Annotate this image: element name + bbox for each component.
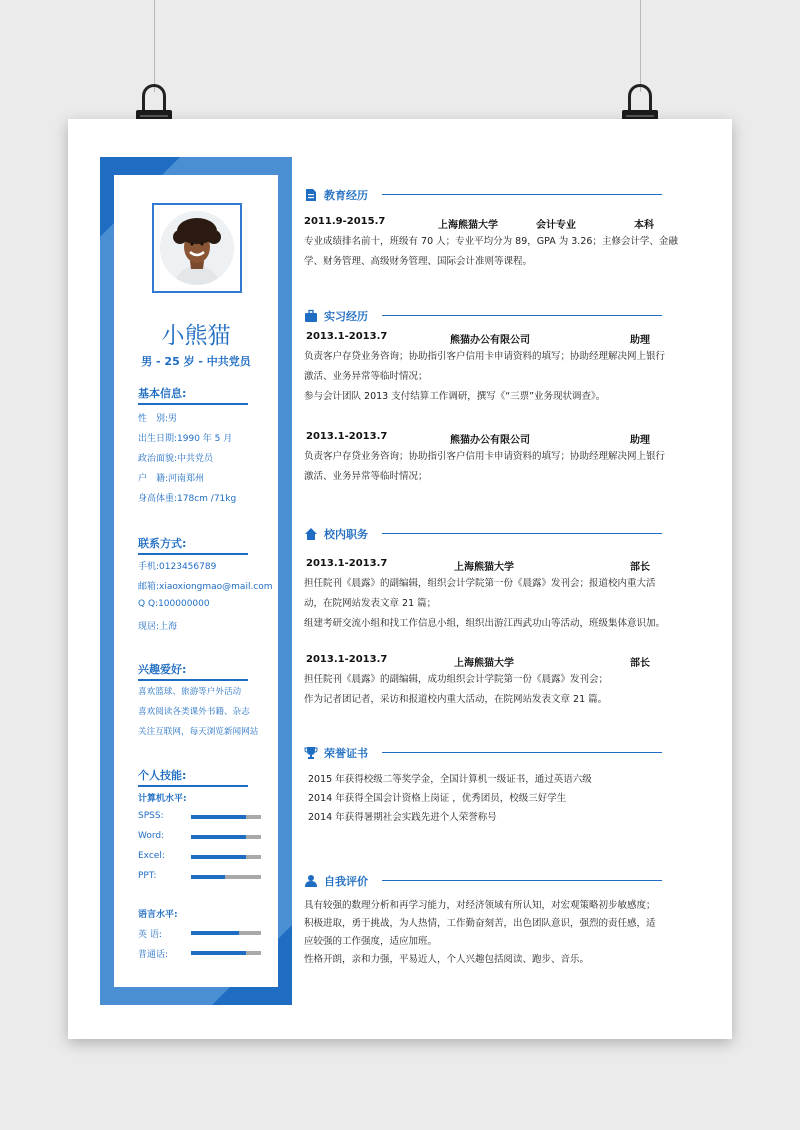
skill-bar — [191, 875, 261, 879]
skill-name: Word: — [138, 831, 165, 841]
basic-info-item: 性 别:男 — [138, 414, 178, 424]
briefcase-icon — [304, 309, 318, 323]
avatar-frame — [152, 203, 242, 293]
basic-info-item: 政治面貌:中共党员 — [138, 454, 214, 464]
hobby-item: 喜欢篮球、旅游等户外活动 — [138, 687, 242, 697]
hanging-string-right — [640, 0, 641, 92]
person-icon — [304, 874, 318, 888]
education-details: 专业成绩排名前十，班级有 70 人；专业平均分为 89，GPA 为 3.26；主修会计学、金融 学、财务管理、高级财务管理、国际会计准则等课程。 — [304, 236, 678, 267]
avatar-photo — [160, 211, 234, 285]
resume-sidebar — [100, 157, 292, 1005]
education-title: 教育经历 — [324, 187, 372, 203]
honors-section-header — [304, 745, 662, 761]
skills-heading: 个人技能: — [138, 767, 248, 787]
hanging-string-left — [154, 0, 155, 92]
campus-title: 校内职务 — [324, 526, 372, 542]
education-section-header — [304, 187, 662, 203]
skill-bar — [191, 855, 261, 859]
self-evaluation-text: 具有较强的数理分析和再学习能力，对经济领域有所认知，对宏观策略初步敏感度； 积极进取，勇于挑战，为人热情，工作勤奋刻苦，出色团队意识，强烈的责任感，适 应较强的工作强度，适应加班。 性格开朗，亲和力强，平易近人，个人兴趣包括阅读、跑步、音乐。 — [304, 900, 656, 965]
contact-heading: 联系方式: — [138, 535, 248, 555]
self-evaluation-title: 自我评价 — [324, 873, 372, 889]
basic-info-heading: 基本信息: — [138, 385, 248, 405]
campus-details: 担任院刊《晨露》的副编辑，组织会计学院第一份《晨露》发刊会；报道校内重大活 动，在院网站发表文章 21 篇； 组建考研交流小组和找工作信息小组，组织出游江西武功山等活动，班级集体意识加。 — [304, 578, 666, 629]
self-evaluation-section-header — [304, 873, 662, 889]
internship-section-header — [304, 308, 662, 324]
contact-item: 现居:上海 — [138, 622, 178, 632]
campus-details: 担任院刊《晨露》的副编辑，成功组织会计学院第一份《晨露》发刊会； 作为记者团记者，采访和报道校内重大活动，在院网站发表文章 21 篇。 — [304, 674, 609, 705]
sidebar-panel — [114, 175, 278, 987]
person-name: 小熊猫 — [161, 323, 231, 349]
skill-bar — [191, 815, 261, 819]
language-skill-heading: 语言水平: — [138, 910, 178, 920]
contact-item: 手机:0123456789 — [138, 562, 217, 572]
hobby-item: 喜欢阅读各类课外书籍、杂志 — [138, 707, 250, 717]
internship-title: 实习经历 — [324, 308, 372, 324]
hobby-item: 关注互联网，每天浏览新闻网站 — [138, 727, 259, 737]
contact-item: Q Q:100000000 — [138, 599, 210, 609]
skill-name: Excel: — [138, 851, 165, 861]
honors-list: 2015 年获得校级二等奖学金，全国计算机一级证书，通过英语六级 2014 年获得全国会计资格上岗证 ，优秀团员，校级三好学生 2014 年获得暑期社会实践先进个人荣誉称号 — [308, 774, 592, 823]
internship-details: 负责客户存贷业务咨询；协助指引客户信用卡申请资料的填写；协助经理解决网上银行 激活、业务异常等临时情况； — [304, 451, 666, 482]
resume-paper: 小熊猫 男 - 25 岁 - 中共党员 基本信息: 性 别:男 出生日期:1990 年 5 月 政治面貌:中共党员 户 籍:河南郑州 身高体重:178cm /71kg 联系方式: 手机:0123456789 邮箱:xiaoxiongmao@mail.com Q Q:100000000 现居:上海 兴趣爱好: 喜欢篮球、旅游等户外活动 喜欢阅读各类课外书籍、杂志 关注互联网，每天浏览新闻网站 个人技能: 计算机水平: SPSS: Word: Excel: PPT: 语言水平: 英 语: 普通话: 教育经历 2011.9-2015.7 上海熊猫大学 会计专业 本科 专业成绩排名前十，班级有 70 人；专业平均分为 89，GPA 为 3.26；主修会计学、金融 学、财务管理、高级财务管理、国际会计准则等课程。 实习经历 2013.1-2013.7 熊猫办公有限公司 助理 负责客户存贷业务咨询；协助指引客户信用卡申请资料的填写；协助经理解决网上银行 激活、业务异常等临时情况； 参与会计团队 2013 支付结算工作调研，撰写《“三票”业务现状调查》。 2013.1-2013.7 熊猫办公有限公司 助理 负责客户存贷业务咨询；协助指引客户信用卡申请资料的填写；协助经理解决网上银行 激活、业务异常等临时情况； 校内职务 2013.1-2013.7 上海熊猫大学 部长 担任院刊《晨露》的副编辑，组织会计学院第一份《晨露》发刊会；报道校内重大活 动，在院网站发表文章 21 篇； 组建考研交流小组和找工作信息小组，组织出游江西武功山等活动，班级集体意识加。 2013.1-2013.7 上海熊猫大学 部长 担任院刊《晨露》的副编辑，成功组织会计学院第一份《晨露》发刊会； 作为记者团记者，采访和报道校内重大活动，在院网站发表文章 21 篇。 荣誉证书 2015 年获得校级二等奖学金，全国计算机一级证书，通过英语六级 2014 年获得全国会计资格上岗证 ，优秀团员，校级三好学生 2014 年获得暑期社会实践先进个人荣誉称号 自我评价 具有较强的数理分析和再学习能力，对经济领域有所认知，对宏观策略初步敏感度； 积极进取，勇于挑战，为人热情，工作勤奋刻苦，出色团队意识，强烈的责任感，适 应较强的工作强度，适应加班。 性格开朗，亲和力强，平易近人，个人兴趣包括阅读、跑步、音乐。 — [68, 119, 732, 1039]
home-icon — [304, 527, 318, 541]
trophy-icon — [304, 746, 318, 760]
skill-bar — [191, 835, 261, 839]
skill-name: PPT: — [138, 871, 157, 881]
campus-section-header — [304, 526, 662, 542]
hobbies-heading: 兴趣爱好: — [138, 661, 248, 681]
skill-bar — [191, 931, 261, 935]
basic-info-item: 户 籍:河南郑州 — [138, 474, 205, 484]
skill-name: 普通话: — [138, 950, 169, 960]
document-icon — [304, 188, 318, 202]
person-meta: 男 - 25 岁 - 中共党员 — [141, 355, 251, 368]
basic-info-item: 身高体重:178cm /71kg — [138, 494, 237, 504]
honors-title: 荣誉证书 — [324, 745, 372, 761]
computer-skill-heading: 计算机水平: — [138, 794, 187, 804]
skill-name: 英 语: — [138, 930, 162, 940]
internship-details: 负责客户存贷业务咨询；协助指引客户信用卡申请资料的填写；协助经理解决网上银行 激活、业务异常等临时情况； 参与会计团队 2013 支付结算工作调研，撰写《“三票”业务现状调查》。 — [304, 351, 666, 402]
basic-info-item: 出生日期:1990 年 5 月 — [138, 434, 233, 444]
contact-item: 邮箱:xiaoxiongmao@mail.com — [138, 582, 273, 592]
skill-bar — [191, 951, 261, 955]
skill-name: SPSS: — [138, 811, 164, 821]
